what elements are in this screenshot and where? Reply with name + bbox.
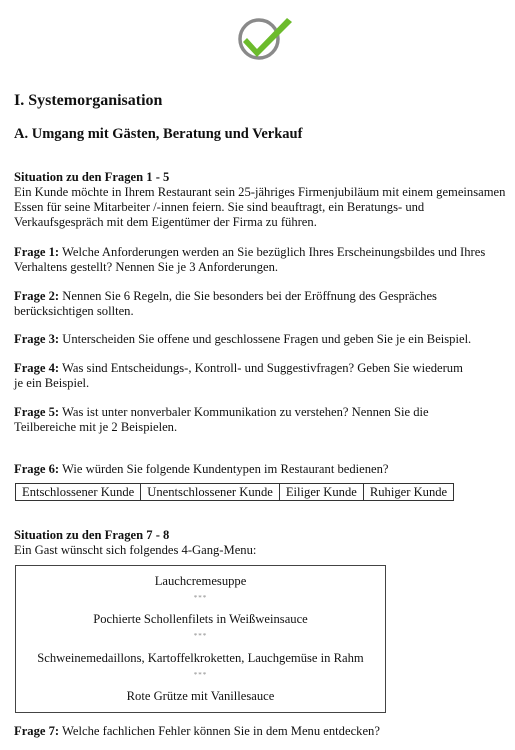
question-3 <box>14 332 509 347</box>
situation-1-line: Essen für seine Mitarbeiter /-innen feiern. Sie sind beauftragt, ein Beratungs- und <box>14 200 425 214</box>
question-7 <box>14 724 509 739</box>
question-5 <box>14 405 509 435</box>
menu-course: Rote Grütze mit Vanillesauce <box>126 689 275 703</box>
situation-2-text: Ein Gast wünscht sich folgendes 4-Gang-Menu: <box>14 543 257 557</box>
question-2-text: berücksichtigen sollten. <box>14 304 134 318</box>
question-4-label: Frage 4: <box>14 361 60 375</box>
question-5-text: Was ist unter nonverbaler Kommunikation zu verstehen? Nennen Sie die <box>59 405 429 419</box>
menu-separator: *** <box>193 671 208 679</box>
situation-2-title: Situation zu den Fragen 7 - 8 <box>14 528 170 542</box>
customer-types-table <box>15 483 454 501</box>
question-4-text: je ein Beispiel. <box>14 376 90 390</box>
page-title: I. Systemorganisation <box>14 92 163 109</box>
section-heading: A. Umgang mit Gästen, Beratung und Verkauf <box>14 126 303 142</box>
situation-2 <box>14 528 509 558</box>
menu-course: Schweinemedaillons, Kartoffelkroketten, Lauchgemüse in Rahm <box>37 651 364 665</box>
question-1-text: Verhaltens gestellt? Nennen Sie je 3 Anforderungen. <box>14 260 279 274</box>
customer-type-cell: Entschlossener Kunde <box>16 484 141 501</box>
checkmark-logo-icon <box>237 12 295 64</box>
question-5-label: Frage 5: <box>14 405 60 419</box>
menu-course: Pochierte Schollenfilets in Weißweinsauce <box>93 612 308 626</box>
question-2-label: Frage 2: <box>14 289 60 303</box>
menu-course: Lauchcremesuppe <box>154 574 247 588</box>
situation-1-line: Verkaufsgespräch mit dem Eigentümer der Firma zu führen. <box>14 215 317 229</box>
question-6 <box>14 462 509 477</box>
question-6-text: Wie würden Sie folgende Kundentypen im Restaurant bedienen? <box>59 462 389 476</box>
situation-1-title: Situation zu den Fragen 1 - 5 <box>14 170 170 184</box>
menu-separator: *** <box>193 632 208 640</box>
question-5-text: Teilbereiche mit je 2 Beispielen. <box>14 420 178 434</box>
question-3-label: Frage 3: <box>14 332 60 346</box>
question-2 <box>14 289 509 319</box>
question-4-text: Was sind Entscheidungs-, Kontroll- und Suggestivfragen? Geben Sie wiederum <box>59 361 463 375</box>
question-3-text: Unterscheiden Sie offene und geschlossene Fragen und geben Sie je ein Beispiel. <box>59 332 472 346</box>
customer-type-cell: Ruhiger Kunde <box>363 484 453 501</box>
question-6-label: Frage 6: <box>14 462 60 476</box>
question-1-text: Welche Anforderungen werden an Sie bezüglich Ihres Erscheinungsbildes und Ihres <box>59 245 486 259</box>
question-1-label: Frage 1: <box>14 245 60 259</box>
question-4 <box>14 361 509 391</box>
question-1 <box>14 245 509 275</box>
question-7-label: Frage 7: <box>14 724 60 738</box>
situation-1-line: Ein Kunde möchte in Ihrem Restaurant sein 25-jähriges Firmenjubiläum mit einem gemeinsamen <box>14 185 506 199</box>
question-7-text: Welche fachlichen Fehler können Sie in dem Menu entdecken? <box>59 724 380 738</box>
customer-type-cell: Unentschlossener Kunde <box>141 484 280 501</box>
menu-box <box>15 565 386 713</box>
menu-separator: *** <box>193 594 208 602</box>
question-2-text: Nennen Sie 6 Regeln, die Sie besonders bei der Eröffnung des Gespräches <box>59 289 437 303</box>
situation-1 <box>14 170 509 230</box>
customer-type-cell: Eiliger Kunde <box>279 484 363 501</box>
